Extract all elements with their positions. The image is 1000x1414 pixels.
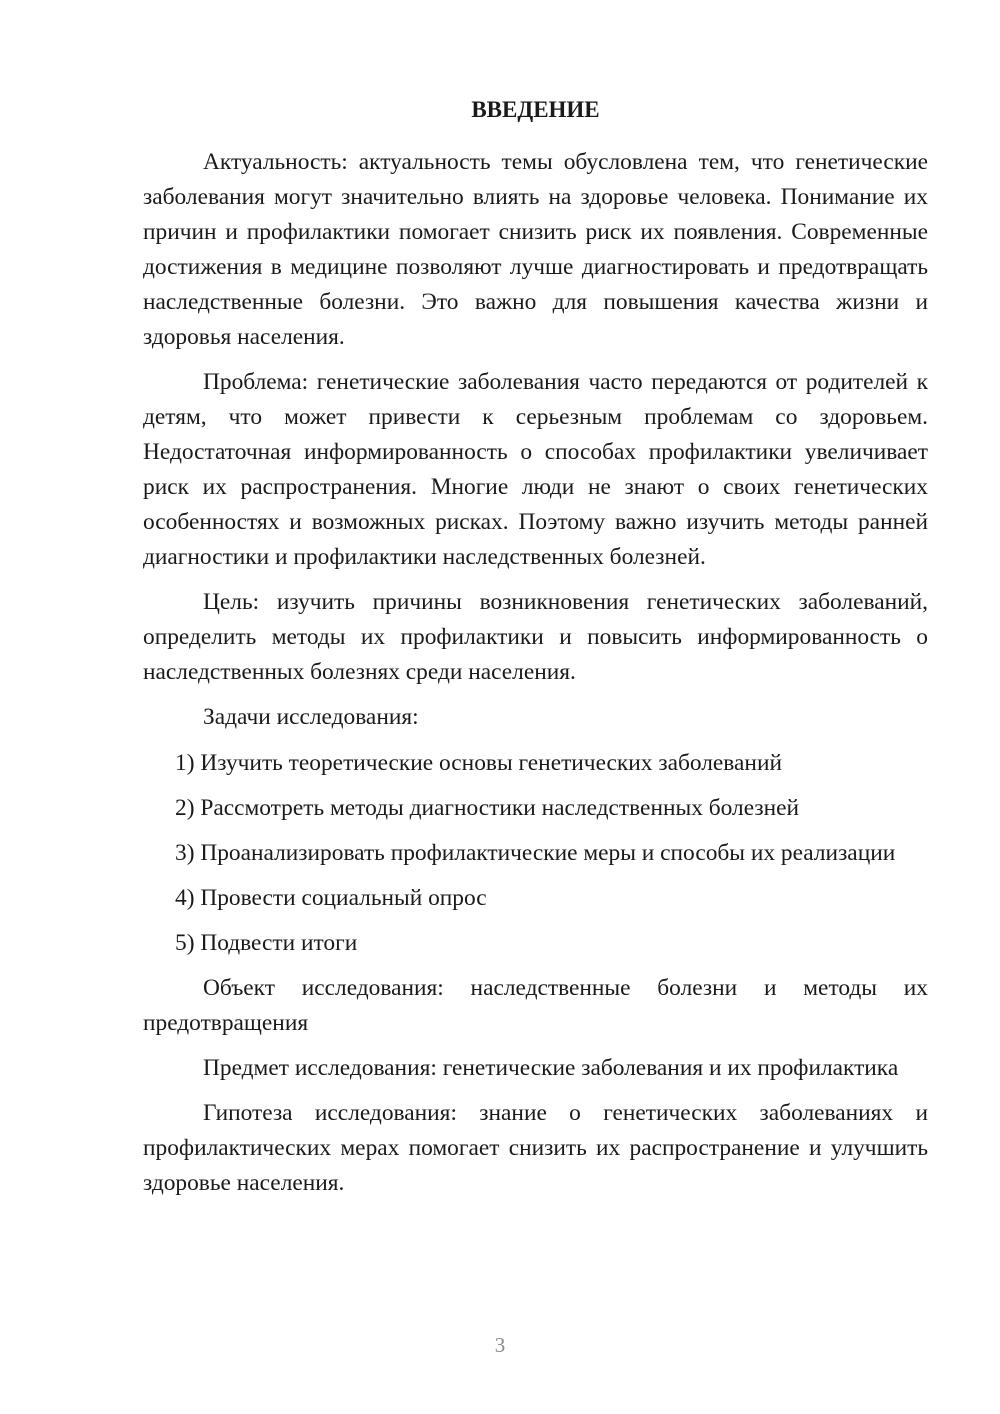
tasks-heading: Задачи исследования:	[203, 704, 419, 730]
tasks-list	[143, 746, 928, 961]
problem-paragraph: Проблема: генетические заболевания часто передаются от родителей к детям, что может привести к серьезным проблемам со здоровьем. Недостаточная информированность о способах профилактики увеличивает риск их распространения. Многие люди не знают о своих генетических особенностях и возможных рисках. Поэтому важно изучить методы ранней диагностики и профилактики наследственных болезней.	[143, 369, 928, 570]
task-item: 1) Изучить теоретические основы генетических заболеваний	[175, 750, 782, 776]
task-item: 5) Подвести итоги	[175, 930, 358, 956]
goal-paragraph: Цель: изучить причины возникновения генетических заболеваний, определить методы их профилактики и повысить информированность о наследственных болезнях среди населения.	[143, 589, 928, 685]
task-item: 3) Проанализировать профилактические меры и способы их реализации	[175, 840, 896, 866]
page-number: 3	[494, 1333, 506, 1357]
object-paragraph: Объект исследования: наследственные болезни и методы их предотвращения	[143, 975, 928, 1036]
relevance-paragraph: Актуальность: актуальность темы обусловлена тем, что генетические заболевания могут значительно влиять на здоровье человека. Понимание их причин и профилактики помогает снизить риск их появления. Современные достижения в медицине позволяют лучше диагностировать и предотвращать наследственные болезни. Это важно для повышения качества жизни и здоровья населения.	[143, 149, 928, 350]
document-page	[143, 92, 928, 1211]
section-title: ВВЕДЕНИЕ	[471, 97, 600, 122]
task-item: 2) Рассмотреть методы диагностики наследственных болезней	[175, 795, 800, 821]
hypothesis-paragraph: Гипотеза исследования: знание о генетических заболеваниях и профилактических мерах помогает снизить их распространение и улучшить здоровье населения.	[143, 1100, 928, 1196]
subject-paragraph: Предмет исследования: генетические заболевания и их профилактика	[203, 1055, 899, 1081]
task-item: 4) Провести социальный опрос	[175, 885, 487, 911]
